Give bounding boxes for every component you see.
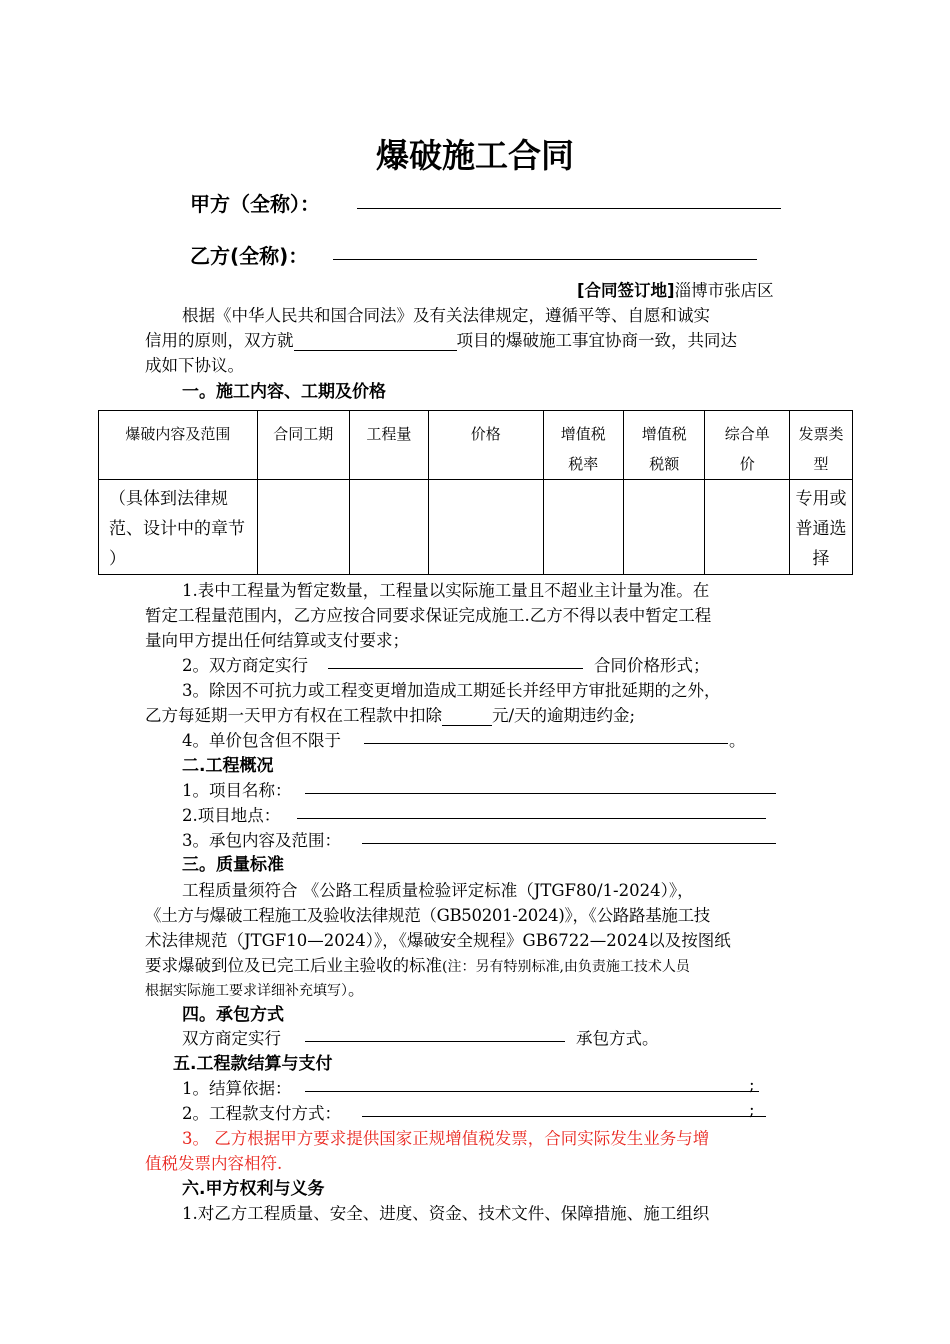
table-row	[99, 480, 853, 575]
s1-item3-line2	[145, 702, 635, 726]
scope-field[interactable]	[362, 843, 776, 844]
s5-item2-end: ;	[749, 1100, 755, 1119]
party-b-blank[interactable]	[333, 259, 757, 260]
s5-item3-line2: 值税发票内容相符.	[145, 1154, 283, 1173]
payment-method-field[interactable]	[362, 1116, 766, 1117]
cell-vat-rate[interactable]	[543, 480, 623, 575]
project-location-field[interactable]	[297, 818, 766, 819]
intro-line-3: 成如下协议。	[145, 356, 244, 375]
s1-item3-line1: 3。除因不可抗力或工程变更增加造成工期延长并经甲方审批延期的之外，	[182, 681, 721, 700]
col-header-invoice-type: 发票类 型	[790, 411, 853, 480]
section3-heading: 三。质量标准	[182, 855, 284, 875]
s3-line5a: 根据实际施工要求详细补充填写）	[145, 983, 348, 999]
col-header-vat-amount: 增值税 税额	[624, 411, 705, 480]
col-header-vat-rate: 增值税 税率	[543, 411, 623, 480]
sign-place	[577, 277, 774, 301]
s1-item3-line2b: 元/天的逾期违约金;	[492, 706, 636, 725]
s2-item2: 2.项目地点：	[182, 806, 281, 825]
s4-suffix: 承包方式。	[576, 1029, 659, 1048]
section1-heading: 一。施工内容、工期及价格	[182, 382, 386, 402]
settlement-basis-field[interactable]	[305, 1091, 759, 1092]
s2-item3: 3。承包内容及范围：	[182, 831, 341, 850]
table-header-row	[99, 411, 853, 480]
project-name-field[interactable]	[305, 793, 776, 794]
s3-line4b: (注：另有特别标准,由负责施工技术人员	[442, 959, 690, 975]
s1-item1-line3: 量向甲方提出任何结算或支付要求；	[145, 631, 409, 650]
col-header-price: 价格	[429, 411, 543, 480]
cell-unit-price[interactable]	[705, 480, 790, 575]
s1-item1-line1: 1.表中工程量为暂定数量，工程量以实际施工量且不超业主计量为准。在	[182, 581, 710, 600]
intro-line-1: 根据《中华人民共和国合同法》及有关法律规定，遵循平等、自愿和诚实	[182, 306, 710, 325]
s1-item4-end: 。	[729, 731, 746, 750]
s4-text: 双方商定实行	[182, 1029, 281, 1048]
unit-price-includes-blank[interactable]	[364, 743, 728, 744]
s1-item3-line2a: 乙方每延期一天甲方有权在工程款中扣除	[145, 706, 442, 725]
document-title: 爆破施工合同	[376, 136, 574, 175]
s5-item1: 1。结算依据：	[182, 1079, 292, 1098]
cell-period[interactable]	[257, 480, 349, 575]
s5-item1-end: ;	[749, 1075, 755, 1094]
s2-item1: 1。项目名称：	[182, 781, 292, 800]
price-form-blank[interactable]	[328, 668, 583, 669]
cell-scope[interactable]: （具体到法律规范、设计中的章节 ）	[99, 480, 258, 575]
cell-price[interactable]	[429, 480, 543, 575]
party-a-blank[interactable]	[357, 208, 781, 209]
contract-price-table	[98, 410, 853, 575]
sign-place-label: [合同签订地]	[577, 281, 675, 300]
s3-line4	[145, 952, 690, 976]
intro-line-2	[145, 327, 737, 351]
section4-heading: 四。承包方式	[182, 1005, 284, 1025]
section5-heading: 五.工程款结算与支付	[173, 1054, 333, 1074]
s5-item3-line1: 3。 乙方根据甲方要求提供国家正规增值税发票，合同实际发生业务与增	[182, 1129, 710, 1148]
s5-item2: 2。工程款支付方式：	[182, 1104, 341, 1123]
col-header-scope: 爆破内容及范围	[99, 411, 258, 480]
party-b-label: 乙方(全称)：	[190, 244, 309, 268]
s1-item2-text: 2。双方商定实行	[182, 656, 308, 675]
contract-mode-blank[interactable]	[305, 1041, 565, 1042]
s3-line1: 工程质量须符合 《公路工程质量检验评定标准（JTGF80/1-2024）》，	[182, 881, 694, 900]
s3-line5b: 。	[348, 980, 365, 999]
project-name-blank[interactable]	[294, 332, 457, 351]
section2-heading: 二.工程概况	[182, 756, 274, 776]
col-header-period: 合同工期	[257, 411, 349, 480]
col-header-quantity: 工程量	[349, 411, 428, 480]
col-header-unit-price: 综合单 价	[705, 411, 790, 480]
s3-line3: 术法律规范（JTGF10—2024）》，《爆破安全规程》GB6722—2024以及按图纸	[145, 931, 731, 950]
intro-line-2b: 项目的爆破施工事宜协商一致，共同达	[456, 331, 737, 350]
cell-invoice-type[interactable]: 专用或普通选择	[790, 480, 853, 575]
s3-line4a: 要求爆破到位及已完工后业主验收的标准	[145, 956, 442, 975]
penalty-amount-blank[interactable]	[442, 707, 492, 726]
cell-quantity[interactable]	[349, 480, 428, 575]
s3-line2: 《土方与爆破工程施工及验收法律规范（GB50201-2024)》，《公路路基施工技	[145, 906, 710, 925]
sign-place-value: 淄博市张店区	[674, 281, 774, 300]
s3-line5	[145, 976, 365, 1000]
s6-item1: 1.对乙方工程质量、安全、进度、资金、技术文件、保障措施、施工组织	[182, 1204, 710, 1223]
intro-line-2a: 信用的原则，双方就	[145, 331, 294, 350]
s1-item4-text: 4。单价包含但不限于	[182, 731, 341, 750]
s1-item2-suffix: 合同价格形式；	[594, 656, 710, 675]
section6-heading: 六.甲方权利与义务	[182, 1179, 325, 1199]
cell-vat-amount[interactable]	[624, 480, 705, 575]
s1-item1-line2: 暂定工程量范围内，乙方应按合同要求保证完成施工.乙方不得以表中暂定工程	[145, 606, 712, 625]
party-a-label: 甲方（全称）：	[190, 192, 320, 216]
